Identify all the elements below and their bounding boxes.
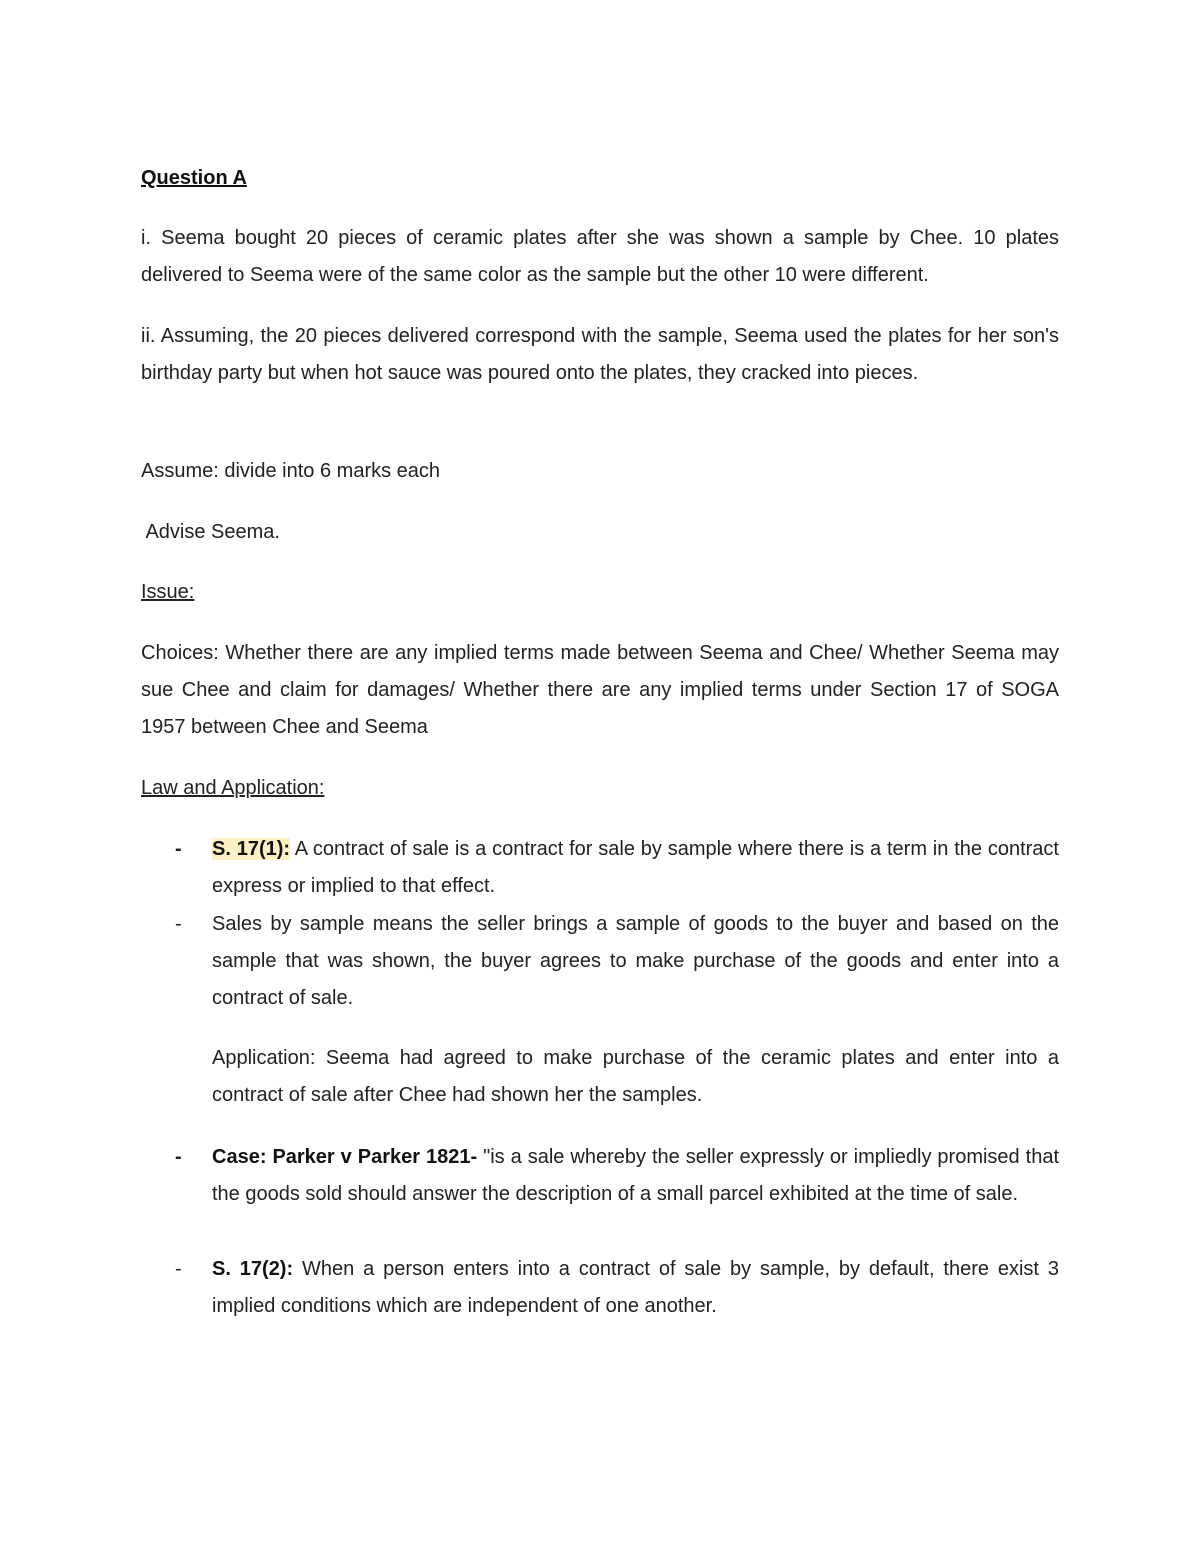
issue-heading bbox=[141, 574, 1059, 611]
case-label: Case: Parker v Parker 1821- bbox=[212, 1146, 478, 1168]
issue-heading-label: Issue: bbox=[141, 581, 195, 603]
bullet-text bbox=[212, 831, 1059, 905]
choices-paragraph: Choices: Whether there are any implied terms made between Seema and Chee/ Whether Seema may sue Chee and claim for damages/ Whether there are any implied terms under Section 17 of SOGA 1957 between Chee and Seema bbox=[141, 642, 1059, 738]
bullet-dash: - bbox=[175, 1258, 182, 1280]
section-label: S. 17(1): bbox=[212, 838, 291, 860]
advise-line: Advise Seema. bbox=[141, 521, 280, 543]
bullet-body: Sales by sample means the seller brings a sample of goods to the buyer and based on the sample that was shown, the buyer agrees to make purchase of the goods and enter into a contract of sale. bbox=[212, 913, 1059, 1009]
paragraph-ii: ii. Assuming, the 20 pieces delivered correspond with the sample, Seema used the plates for her son's birthday party but when hot sauce was poured onto the plates, they cracked into pieces. bbox=[141, 325, 1059, 384]
bullet-body: When a person enters into a contract of sale by sample, by default, there exist 3 implied conditions which are independent of one another. bbox=[212, 1258, 1059, 1317]
bullet-dash: - bbox=[175, 838, 182, 860]
bullet-text bbox=[212, 1251, 1059, 1325]
application-paragraph: Application: Seema had agreed to make purchase of the ceramic plates and enter into a contract of sale after Chee had shown her the samples. bbox=[212, 1047, 1059, 1106]
assume-line: Assume: divide into 6 marks each bbox=[141, 460, 441, 482]
law-heading bbox=[141, 770, 1059, 807]
paragraph-i: i. Seema bought 20 pieces of ceramic plates after she was shown a sample by Chee. 10 plates delivered to Seema were of the same color as the sample but the other 10 were different. bbox=[141, 227, 1059, 286]
bullet-dash: - bbox=[175, 913, 182, 935]
bullet-body: "is a sale whereby the seller expressly or impliedly promised that the goods sold should answer the description of a small parcel exhibited at the time of sale. bbox=[212, 1146, 1060, 1205]
bullet-body: A contract of sale is a contract for sale by sample where there is a term in the contract express or implied to that effect. bbox=[212, 838, 1059, 897]
law-heading-label: Law and Application: bbox=[141, 777, 325, 799]
bullet-text bbox=[212, 1139, 1059, 1213]
question-title: Question A bbox=[141, 167, 247, 189]
bullet-dash: - bbox=[175, 1146, 182, 1168]
question-heading bbox=[141, 160, 1059, 197]
section-label: S. 17(2): bbox=[212, 1258, 294, 1280]
